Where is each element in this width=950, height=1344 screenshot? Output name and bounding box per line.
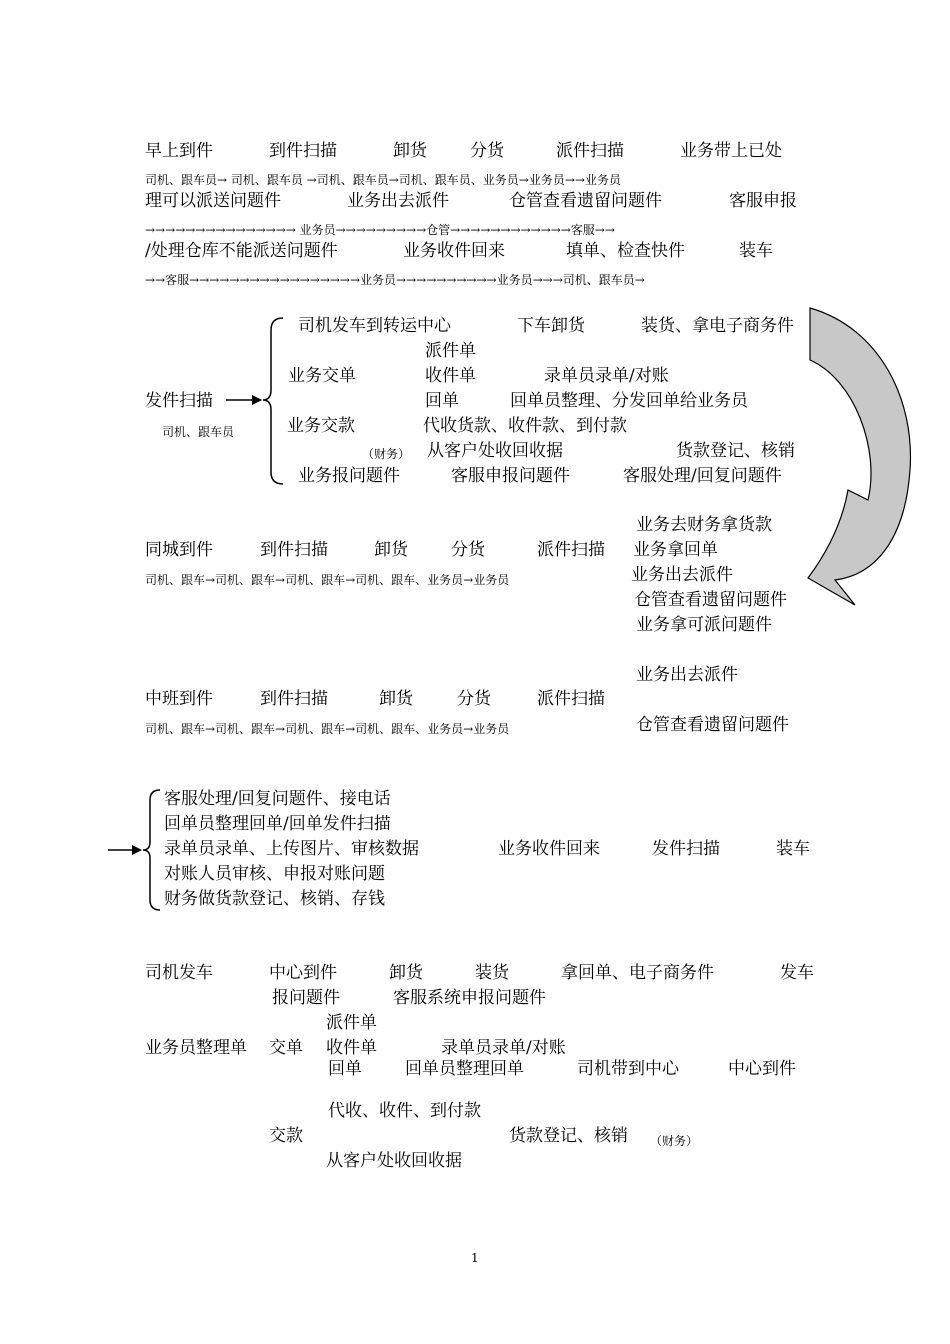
s6-step-3: 卸货 [389, 963, 423, 983]
s6-r4-c: 收件单 [326, 1038, 377, 1058]
s6-r3: 派件单 [326, 1013, 377, 1033]
s6-r6: 代收、收件、到付款 [328, 1101, 481, 1121]
s2-l7-c: 客服处理/回复问题件 [623, 466, 782, 486]
s3-right-1: 业务去财务拿货款 [636, 515, 772, 535]
s6-r5-c: 司机带到中心 [577, 1059, 679, 1079]
s4-step-5: 派件扫描 [537, 689, 605, 709]
s1-step-7: 理可以派送问题件 [145, 191, 281, 211]
s6-r4-b: 交单 [269, 1038, 303, 1058]
s2-l3-a: 业务交单 [288, 366, 356, 386]
s2-l1-c: 装货、拿电子商务件 [641, 316, 794, 336]
s1-step-11: /处理仓库不能派送问题件 [145, 241, 338, 261]
s6-r5-b: 回单员整理回单 [405, 1059, 524, 1079]
s6-r4-d: 录单员录单/对账 [441, 1038, 566, 1058]
s2-l4-b: 回单员整理、分发回单给业务员 [510, 391, 748, 411]
s6-step-1: 司机发车 [145, 963, 213, 983]
s5-item-1: 客服处理/回复问题件、接电话 [164, 789, 391, 809]
s1-step-13: 填单、检查快件 [566, 241, 685, 261]
s1-step-4: 分货 [470, 141, 504, 161]
s6-r2-b: 客服系统申报问题件 [393, 988, 546, 1008]
s4-step-2: 到件扫描 [260, 689, 328, 709]
s6-r5-d: 中心到件 [728, 1059, 796, 1079]
s5-step-2: 发件扫描 [652, 839, 720, 859]
s3-step-2: 到件扫描 [260, 540, 328, 560]
s6-step-2: 中心到件 [269, 963, 337, 983]
s1-step-10: 客服申报 [729, 191, 797, 211]
s6-r4-a: 业务员整理单 [145, 1038, 247, 1058]
arrow-head-1 [252, 395, 262, 405]
s3-step-5: 派件扫描 [537, 540, 605, 560]
s3-right-4: 仓管查看遗留问题件 [634, 590, 787, 610]
s2-send-scan: 发件扫描 [145, 391, 213, 411]
s3-right-3: 业务出去派件 [631, 565, 733, 585]
arrow-head-2 [132, 845, 142, 855]
s6-r8: 从客户处收回收据 [326, 1151, 462, 1171]
s6-step-5: 拿回单、电子商务件 [561, 963, 714, 983]
s4-step-3: 卸货 [379, 689, 413, 709]
s6-step-4: 装货 [475, 963, 509, 983]
s1-step-1: 早上到件 [145, 141, 213, 161]
s5-item-2: 回单员整理回单/回单发件扫描 [164, 814, 391, 834]
s5-step-1: 业务收件回来 [498, 839, 600, 859]
left-brace-2 [143, 790, 160, 910]
s1-roles-1: 司机、跟车员→ 司机、跟车员 →司机、跟车员→司机、跟车员、业务员→业务员→→业务员 [145, 173, 621, 187]
s6-r2-a: 报问题件 [272, 988, 340, 1008]
s2-l5-a: 业务交款 [287, 416, 355, 436]
s5-item-4: 对账人员审核、申报对账问题 [164, 864, 385, 884]
s1-step-2: 到件扫描 [269, 141, 337, 161]
s5-item-3: 录单员录单、上传图片、审核数据 [164, 839, 419, 859]
s2-l5-b: 代收货款、收件款、到付款 [423, 416, 627, 436]
s2-l7-b: 客服申报问题件 [451, 466, 570, 486]
s2-l2: 派件单 [425, 341, 476, 361]
s3-step-1: 同城到件 [145, 540, 213, 560]
s2-l4-a: 回单 [425, 391, 459, 411]
s1-step-6: 业务带上已处 [680, 141, 782, 161]
s1-step-14: 装车 [739, 241, 773, 261]
s1-step-5: 派件扫描 [556, 141, 624, 161]
s6-r7-a: 交款 [269, 1126, 303, 1146]
s2-send-scan-roles: 司机、跟车员 [162, 425, 235, 439]
s6-step-6: 发车 [780, 963, 814, 983]
s3-step-3: 卸货 [374, 540, 408, 560]
s4-step-4: 分货 [457, 689, 491, 709]
s4-roles: 司机、跟车→司机、跟车→司机、跟车→司机、跟车、业务员→业务员 [145, 722, 510, 736]
s3-right-2: 业务拿回单 [633, 540, 718, 560]
s1-roles-3: →→客服→→→→→→→→→→→→→→→→→业务员→→→→→→→→→→业务员→→→司机、跟车员→ [145, 273, 645, 287]
s2-l6-b: 从客户处收回收据 [427, 441, 563, 461]
s2-l6-a: （财务） [362, 447, 411, 461]
s5-step-3: 装车 [776, 839, 810, 859]
s4-step-1: 中班到件 [145, 689, 213, 709]
s3-step-4: 分货 [451, 540, 485, 560]
s2-l6-c: 货款登记、核销 [676, 441, 795, 461]
s2-l7-a: 业务报问题件 [298, 466, 400, 486]
s4-right-2: 仓管查看遗留问题件 [636, 715, 789, 735]
s1-step-8: 业务出去派件 [347, 191, 449, 211]
s1-step-9: 仓管查看遗留问题件 [509, 191, 662, 211]
s2-l1-a: 司机发车到转运中心 [298, 316, 451, 336]
s1-step-12: 业务收件回来 [403, 241, 505, 261]
s6-r5-a: 回单 [328, 1059, 362, 1079]
s1-step-3: 卸货 [393, 141, 427, 161]
s2-l3-c: 录单员录单/对账 [544, 366, 669, 386]
s2-l1-b: 下车卸货 [517, 316, 585, 336]
s1-roles-2: →→→→→→→→→→→→→→→ 业务员→→→→→→→→→仓管→→→→→→→→→→→→客服→→ [145, 223, 615, 237]
s6-r7-c: （财务） [650, 1134, 699, 1148]
page-number: 1 [471, 1251, 479, 1265]
s5-item-5: 财务做货款登记、核销、存钱 [164, 889, 385, 909]
left-brace-1 [263, 318, 283, 484]
s6-r7-b: 货款登记、核销 [509, 1126, 628, 1146]
s4-right-1: 业务出去派件 [636, 665, 738, 685]
s3-roles: 司机、跟车→司机、跟车→司机、跟车→司机、跟车、业务员→业务员 [145, 573, 510, 587]
s2-l3-b: 收件单 [425, 366, 476, 386]
s3-right-5: 业务拿可派问题件 [636, 615, 772, 635]
curved-return-arrow [808, 308, 910, 605]
